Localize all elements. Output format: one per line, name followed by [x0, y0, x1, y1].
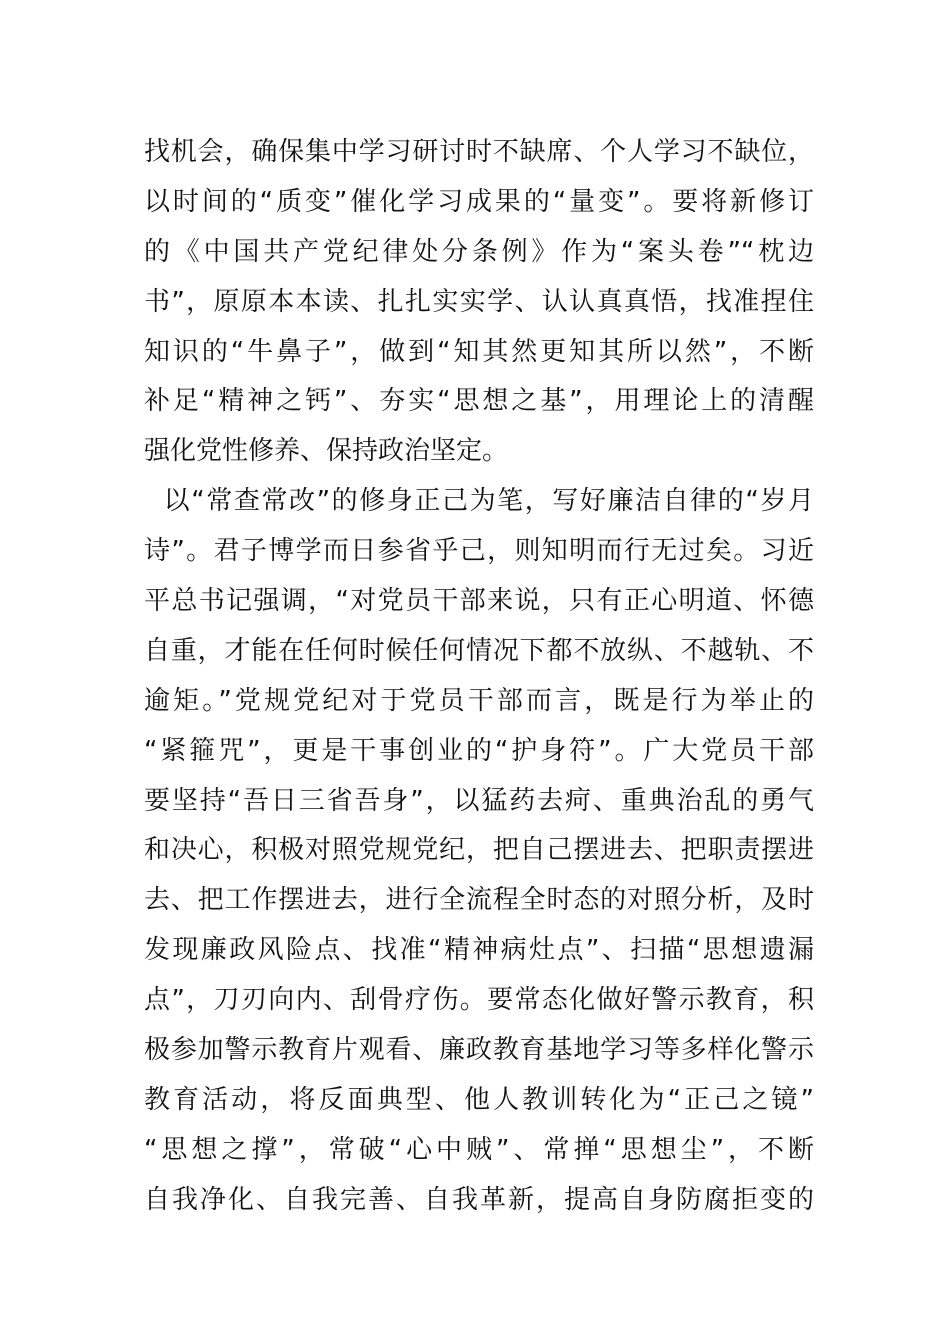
body-text: [144, 128, 814, 1226]
text-line: 自重，才能在任何时候任何情况下都不放纵、不越轨、不: [144, 635, 814, 666]
text-line: 点”，刀刃向内、刮骨疗伤。要常态化做好警示教育，积: [144, 985, 814, 1016]
text-line: 诗”。君子博学而日参省乎己，则知明而行无过矣。习近: [144, 536, 814, 567]
text-line: 自我净化、自我完善、自我革新，提高自身防腐拒变的: [144, 1184, 814, 1215]
paragraph-start-line: 以“常查常改”的修身正己为笔，写好廉洁自律的“岁月: [144, 486, 814, 517]
text-line: 平总书记强调，“对党员干部来说，只有正心明道、怀德: [144, 586, 814, 617]
text-line: 教育活动，将反面典型、他人教训转化为“正己之镜”: [144, 1084, 814, 1115]
text-line: 知识的“牛鼻子”，做到“知其然更知其所以然”，不断: [144, 336, 814, 367]
text-line: 发现廉政风险点、找准“精神病灶点”、扫描“思想遗漏: [144, 935, 814, 966]
text-line: 以时间的“质变”催化学习成果的“量变”。要将新修订: [144, 186, 814, 217]
text-line: “思想之撑”，常破“心中贼”、常掸“思想尘”，不断: [144, 1134, 814, 1165]
text-line: 和决心，积极对照党规党纪，把自己摆进去、把职责摆进: [144, 835, 814, 866]
paragraph-end-line: 强化党性修养、保持政治坚定。: [144, 436, 509, 467]
text-line: 要坚持“吾日三省吾身”，以猛药去疴、重典治乱的勇气: [144, 785, 814, 816]
text-line: 找机会，确保集中学习研讨时不缺席、个人学习不缺位，: [144, 137, 814, 167]
text-line: 的《中国共产党纪律处分条例》作为“案头卷”“枕边: [144, 236, 814, 267]
text-line: 书”，原原本本读、扎扎实实学、认认真真悟，找准捏住: [144, 286, 814, 317]
text-line: 极参加警示教育片观看、廉政教育基地学习等多样化警示: [144, 1035, 814, 1066]
text-line: “紧箍咒”，更是干事创业的“护身符”。广大党员干部: [144, 735, 814, 766]
text-line: 逾矩。”党规党纪对于党员干部而言，既是行为举止的: [144, 685, 814, 716]
text-line: 去、把工作摆进去，进行全流程全时态的对照分析，及时: [144, 885, 814, 916]
text-line: 补足“精神之钙”、夯实“思想之基”，用理论上的清醒: [144, 386, 814, 417]
